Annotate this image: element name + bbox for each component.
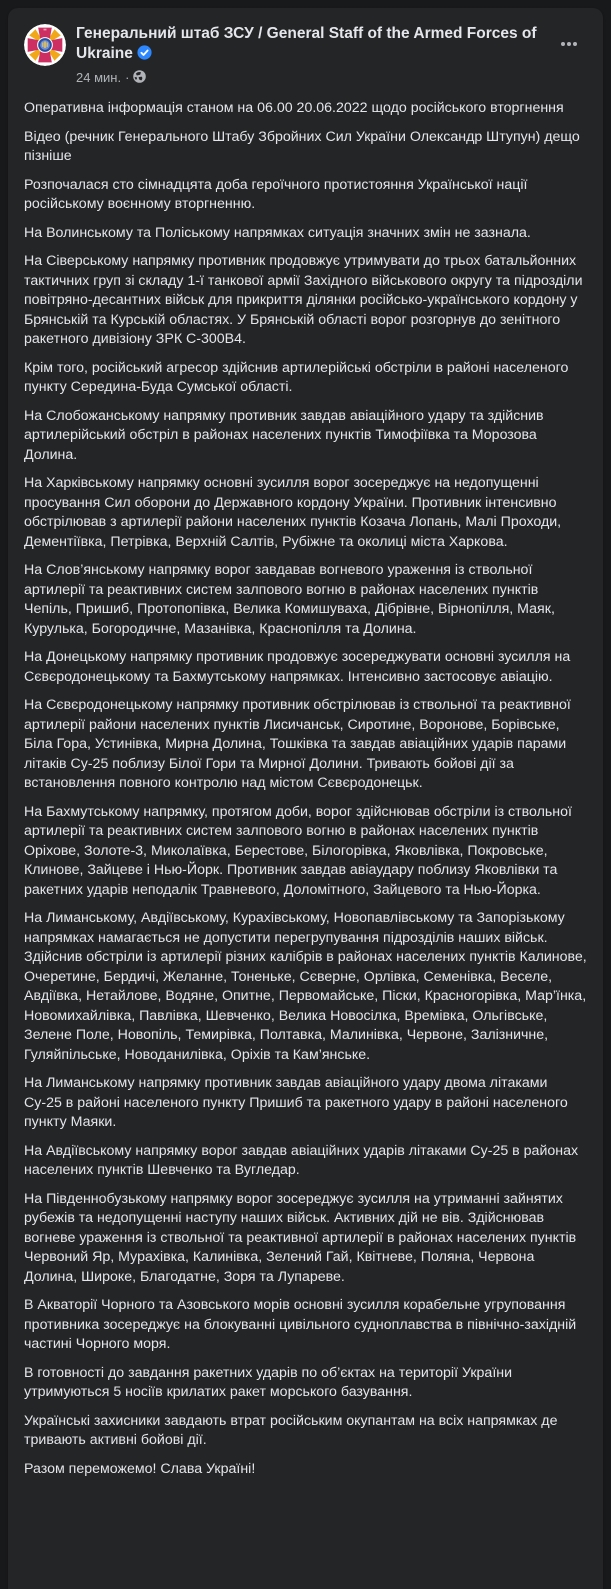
- post-paragraph: На Донецькому напрямку противник продовжує зосереджувати основні зусилля на Сєвєродонецькому та Бахмутському напрямках. Інтенсивно застосовує авіацію.: [24, 649, 571, 685]
- post-header: [8, 8, 603, 91]
- post-paragraph: Розпочалася сто сімнадцята доба героїчного протистояння Української нації російському воєнному вторгненню.: [24, 176, 528, 212]
- post-paragraph: На Слов’янському напрямку ворог завдавав вогневого ураження із ствольної артилерії та реактивних систем залпового вогню в районах населених пунктів Чепіль, Пришиб, Протопопівка, Велика Комишуваха, Дібрівне, Вірнопілля, Маяк, Курулька, Богородичне, Мазанівка, Краснопілля та Долина.: [24, 562, 555, 637]
- general-staff-emblem-icon: [24, 24, 66, 66]
- post-header-text: [76, 24, 545, 87]
- post-paragraph: На Сєвєродонецькому напрямку противник обстрілював із ствольної та реактивної артилерії райони населених пунктів Лисичанськ, Сиротине, Воронове, Борівське, Біла Гора, Устинівка, Мирна Долина, Тошківка та завдав авіаційних ударів парами літаків Су-25 поблизу Білої Гори та Мирної Долини. Тривають бойові дії за встановлення повного контролю над містом Сєвєродонецьк.: [24, 697, 571, 791]
- ellipsis-icon: [559, 34, 579, 54]
- post-paragraph: Відео (речник Генерального Штабу Збройних Сил України Олександр Штупун) дещо пізніше: [24, 128, 580, 164]
- verified-badge-icon: [137, 45, 152, 66]
- post-paragraph: На Лиманському напрямку противник завдав авіаційного удару двома літаками Су-25 в районі населеного пункту Пришиб та ракетного удару в районі населеного пункту Маяки.: [24, 1075, 568, 1130]
- post-meta: [76, 69, 545, 87]
- post-paragraph: На Бахмутському напрямку, протягом доби, ворог здійснював обстріли із ствольної артилерії та реактивних систем залпового вогню в районах населених пунктів Оріхове, Золоте-3, Миколаївка, Берестове, Білогорівка, Яковлівка, Покровське, Клинове, Зайцеве і Нью-Йорк. Противник завдав авіаудару поблизу Яковлівки та ракетних ударів неподалік Травневого, Доломітного, Зайцевого та Нью-Йорка.: [24, 803, 572, 898]
- page-name-link[interactable]: [76, 24, 545, 66]
- post-paragraph: Крім того, російський агресор здійснив артилерійські обстріли в районі населеного пункту Середина-Буда Сумської області.: [24, 359, 569, 395]
- post-paragraph: В Акваторії Чорного та Азовського морів основні зусилля корабельне угруповання противника зосереджує на блокуванні цивільного судноплавства в північно-західній частині Чорного моря.: [24, 1297, 577, 1352]
- meta-separator: ·: [125, 70, 130, 85]
- page-name: Генеральний штаб ЗСУ / General Staff of the Armed Forces of Ukraine: [76, 25, 537, 62]
- post-paragraph: На Південнобузькому напрямку ворог зосереджує зусилля на утриманні зайнятих рубежів та недопущенні наступу наших військ. Активних дій не вів. Здійснював вогневе ураження із ствольної та реактивної артилерії в районах населених пунктів Червоний Яр, Мурахівка, Калинівка, Зелений Гай, Квітневе, Поляна, Червона Долина, Широке, Благодатне, Зоря та Лупареве.: [24, 1190, 577, 1285]
- page-avatar[interactable]: [24, 24, 66, 66]
- post-paragraph: Разом переможемо! Слава Україні!: [24, 1460, 256, 1477]
- post-paragraph: На Слобожанському напрямку противник завдав авіаційного удару та здійснив артилерійський обстріл в районах населених пунктів Тимофіївка та Морозова Долина.: [24, 407, 544, 463]
- post-text: [8, 91, 603, 1495]
- post-paragraph: Оперативна інформація станом на 06.00 20.06.2022 щодо російського вторгнення: [24, 100, 564, 116]
- post-timestamp[interactable]: 24 мин.: [76, 70, 122, 85]
- post-menu-button[interactable]: [551, 26, 587, 62]
- post-card: [8, 8, 603, 1589]
- post-paragraph: На Авдіївському напрямку ворог завдав авіаційних ударів літаками Су-25 в районах населених пунктів Шевченко та Вугледар.: [24, 1142, 579, 1178]
- post-paragraph: На Сіверському напрямку противник продовжує утримувати до трьох батальйонних тактичних груп зі складу 1-ї танкової армії Західного військового округу та підрозділи повітряно-десантних військ для прикриття ділянки російсько-українського кордону у Брянській та Курській областях. У Брянській області ворог розгорнув до зенітного ракетного дивізіону ЗРК С-300В4.: [24, 253, 583, 347]
- globe-icon: [133, 70, 146, 87]
- post-paragraph: На Лиманському, Авдіївському, Курахівському, Новопавлівському та Запорізькому напрямках намагається не допустити перегрупування підрозділів наших військ. Здійснив обстріли із артилерії різних калібрів в районах населених пунктів Калинове, Очеретине, Бердичі, Желанне, Тоненьке, Сєверне, Орлівка, Семенівка, Веселе, Авдіївка, Нетайлове, Водяне, Опитне, Первомайське, Піски, Красногорівка, Мар’їнка, Новомихайлівка, Павлівка, Шевченко, Велика Новосілка, Времівка, Ольгівське, Зелене Поле, Новопіль, Темирівка, Полтавка, Малинівка, Червоне, Залізничне, Гуляйпільське, Новоданилівка, Оріхів та Кам’янське.: [24, 910, 587, 1063]
- post-paragraph: На Харківському напрямку основні зусилля ворог зосереджує на недопущенні просування Сил оборони до Державного кордону України. Противник інтенсивно обстрілював з артилерії райони населених пунктів Козача Лопань, Малі Проходи, Дементіївка, Петрівка, Верхній Салтів, Рубіжне та околиці міста Харкова.: [24, 475, 562, 550]
- post-paragraph: На Волинському та Поліському напрямках ситуація значних змін не зазнала.: [24, 224, 531, 241]
- post-paragraph: Українські захисники завдають втрат російським окупантам на всіх напрямках де тривають активні бойові дії.: [24, 1412, 558, 1448]
- post-paragraph: В готовності до завдання ракетних ударів по об’єктах на території України утримуються 5 носіїв крилатих ракет морського базування.: [24, 1364, 513, 1400]
